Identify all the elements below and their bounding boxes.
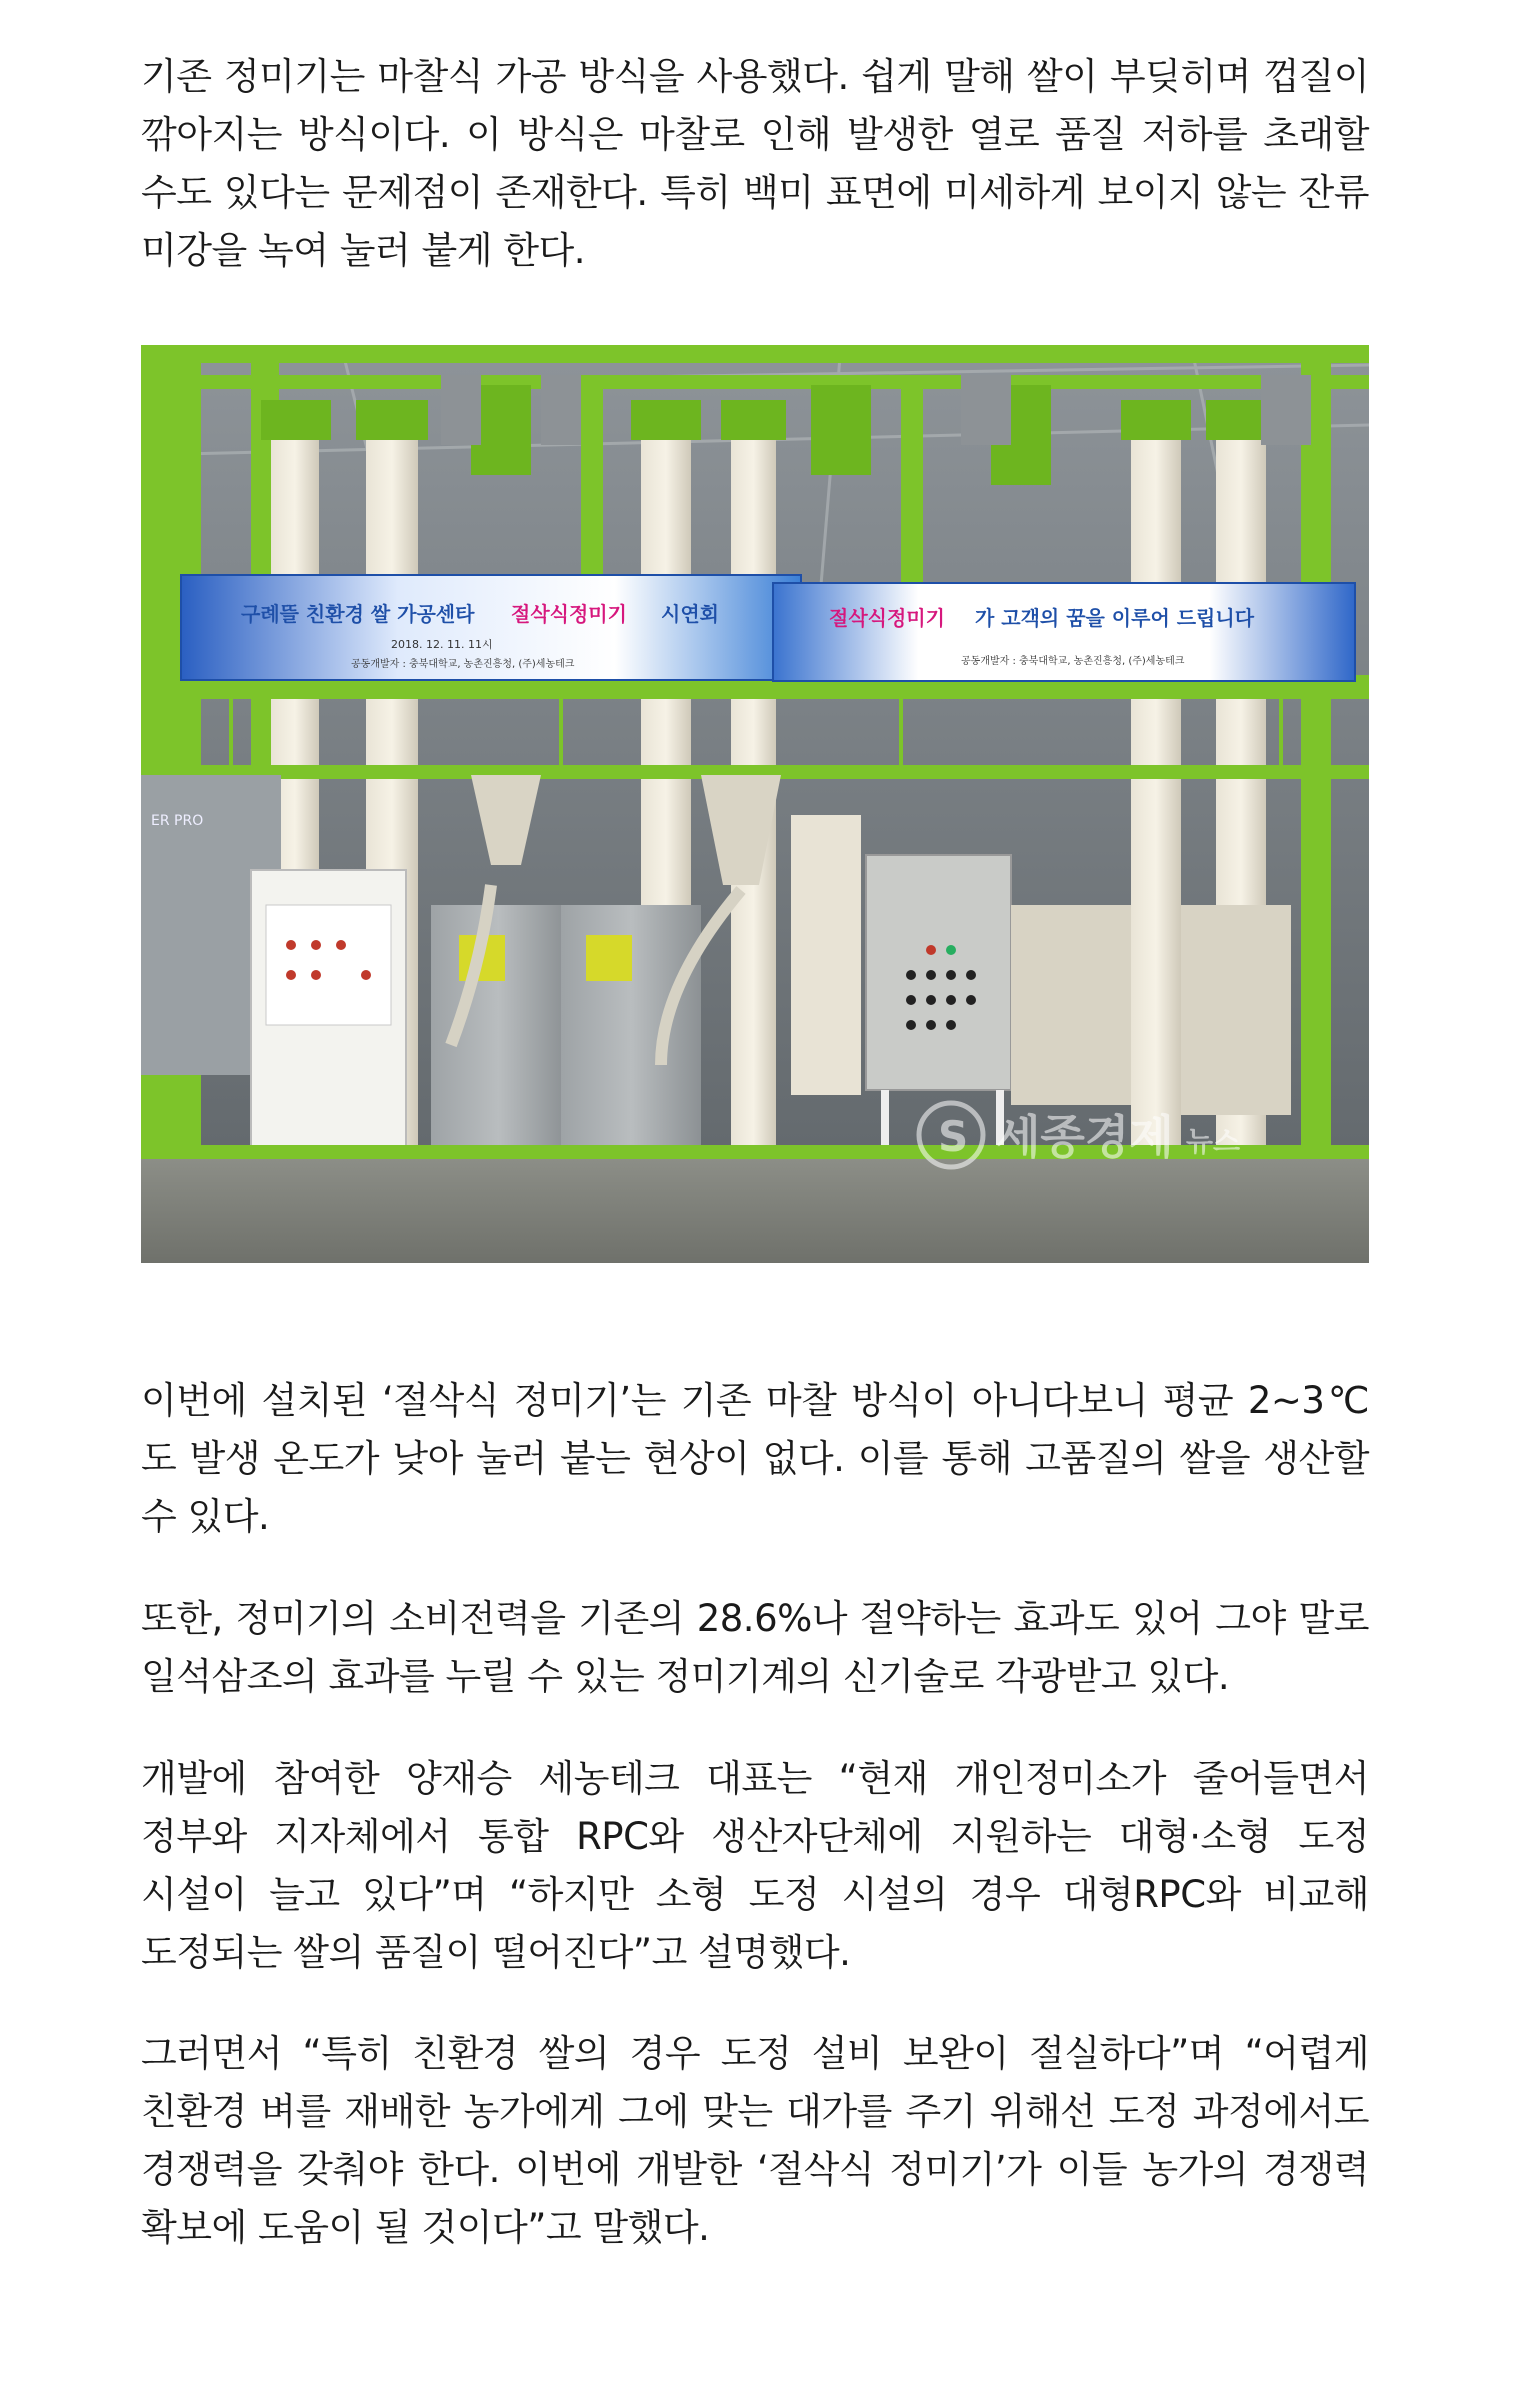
svg-text:S: S: [938, 1112, 969, 1161]
rice-mill-machinery-image: [141, 345, 1369, 1263]
article-paragraph: 개발에 참여한 양재승 세농테크 대표는 “현재 개인정미소가 줄어들면서 정부와 지자체에서 통합 RPC와 생산자단체에 지원하는 대형·소형 도정 시설이 늘고 있다”며 “하지만 소형 도정 시설의 경우 대형RPC와 비교해 도정되는 쌀의 품질이 떨어진다”고 설명했다.: [141, 1757, 1369, 1974]
article-photo: [141, 345, 1369, 1263]
svg-text:뉴스: 뉴스: [1186, 1125, 1241, 1158]
article-paragraph: 그러면서 “특히 친환경 쌀의 경우 도정 설비 보완이 절실하다”며 “어렵게 친환경 벼를 재배한 농가에게 그에 맞는 대가를 주기 위해선 도정 과정에서도 경쟁력을 갖춰야 한다. 이번에 개발한 ‘절삭식 정미기’가 이들 농가의 경쟁력 확보에 도움이 될 것이다”고 말했다.: [141, 2032, 1369, 2249]
svg-text:공동개발자 : 충북대학교, 농촌진흥청, (주)세농테크: 공동개발자 : 충북대학교, 농촌진흥청, (주)세농테크: [351, 659, 575, 670]
svg-text:시연회: 시연회: [661, 602, 719, 626]
article-paragraph: 또한, 정미기의 소비전력을 기존의 28.6%나 절약하는 효과도 있어 그야 말로 일석삼조의 효과를 누릴 수 있는 정미기계의 신기술로 각광받고 있다.: [141, 1597, 1369, 1698]
article-paragraph: 이번에 설치된 ‘절삭식 정미기’는 기존 마찰 방식이 아니다보니 평균 2~3℃도 발생 온도가 낮아 눌러 붙는 현상이 없다. 이를 통해 고품질의 쌀을 생산할 수 있다.: [141, 1379, 1369, 1538]
svg-text:구례뜰 친환경 쌀 가공센타: 구례뜰 친환경 쌀 가공센타: [241, 602, 475, 626]
article-paragraph: 기존 정미기는 마찰식 가공 방식을 사용했다. 쉽게 말해 쌀이 부딪히며 껍질이 깎아지는 방식이다. 이 방식은 마찰로 인해 발생한 열로 품질 저하를 초래할 수도 있다는 문제점이 존재한다. 특히 백미 표면에 미세하게 보이지 않는 잔류 미강을 녹여 눌러 붙게 한다.: [141, 55, 1369, 272]
banner-left: [181, 575, 801, 680]
svg-text:공동개발자 : 충북대학교, 농촌진흥청, (주)세농테크: 공동개발자 : 충북대학교, 농촌진흥청, (주)세농테크: [961, 656, 1185, 667]
svg-text:세종경제: 세종경제: [996, 1110, 1174, 1164]
svg-text:ER PRO: ER PRO: [151, 813, 204, 829]
svg-text:가 고객의 꿈을 이루어 드립니다: 가 고객의 꿈을 이루어 드립니다: [975, 606, 1255, 630]
banner-right: [773, 583, 1355, 681]
svg-text:2018. 12. 11. 11시: 2018. 12. 11. 11시: [391, 638, 493, 651]
svg-text:절삭식정미기: 절삭식정미기: [829, 606, 945, 630]
svg-text:절삭식정미기: 절삭식정미기: [511, 602, 627, 626]
control-panel-left: [251, 870, 406, 1170]
